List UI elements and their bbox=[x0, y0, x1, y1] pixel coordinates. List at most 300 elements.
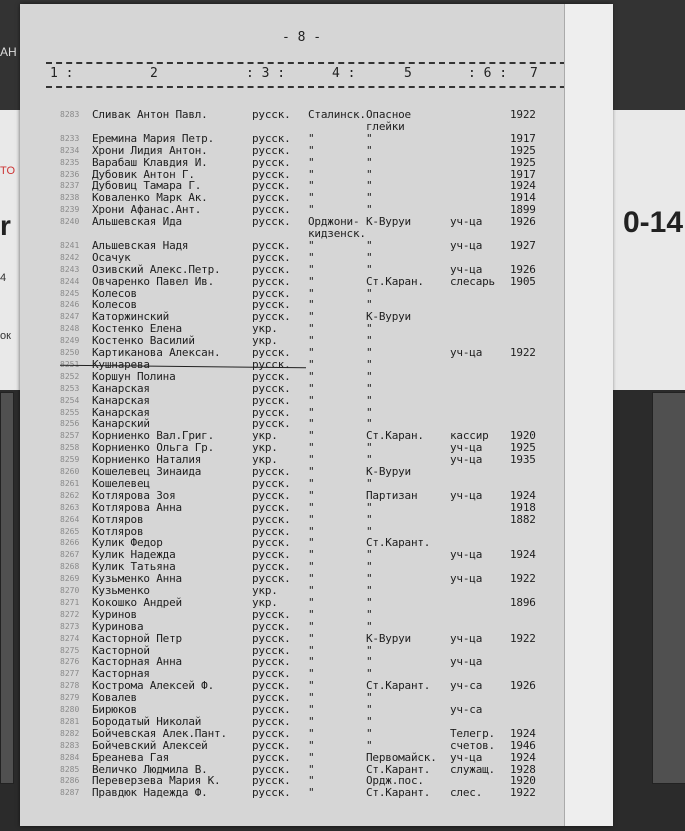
nationality: русск. bbox=[252, 143, 291, 157]
nationality: русск. bbox=[252, 631, 291, 645]
nationality: укр. bbox=[252, 322, 278, 336]
row-number: 8277 bbox=[60, 669, 80, 679]
locality: " bbox=[366, 726, 373, 740]
occupation: уч-ца bbox=[450, 548, 483, 562]
person-name: Варабаш Клавдия И. bbox=[92, 155, 208, 169]
person-name: Касторная bbox=[92, 667, 150, 681]
birth-year: 1920 bbox=[510, 429, 536, 443]
person-name: Еремина Мария Петр. bbox=[92, 131, 215, 145]
person-name: Кошелевец bbox=[92, 476, 150, 490]
person-name: Альшевская Ида bbox=[92, 215, 182, 229]
row-number: 8239 bbox=[60, 205, 80, 215]
locality: " bbox=[366, 143, 373, 157]
birth-year: 1925 bbox=[510, 143, 536, 157]
birth-year: 1896 bbox=[510, 595, 536, 609]
row-number: 8251 bbox=[60, 359, 80, 369]
nationality: русск. bbox=[252, 548, 291, 562]
nationality: русск. bbox=[252, 155, 291, 169]
row-number: 8252 bbox=[60, 371, 80, 381]
column-header-4: 4 : bbox=[332, 66, 356, 81]
district: " bbox=[308, 322, 315, 336]
birth-year: 1928 bbox=[510, 762, 536, 776]
person-name: Котляров bbox=[92, 524, 144, 538]
district: " bbox=[308, 572, 315, 586]
nationality: русск. bbox=[252, 465, 291, 478]
person-name: Сливак Антон Павл. bbox=[92, 108, 208, 121]
district: " bbox=[308, 250, 315, 264]
person-name: Касторной Петр bbox=[92, 631, 182, 645]
row-number: 8287 bbox=[60, 788, 80, 798]
row-number: 8238 bbox=[60, 193, 80, 203]
nationality: русск. bbox=[252, 500, 291, 514]
district: " bbox=[308, 750, 315, 764]
birth-year: 1922 bbox=[510, 786, 536, 800]
row-number: 8275 bbox=[60, 645, 80, 655]
birth-year: 1924 bbox=[510, 726, 536, 740]
district: " bbox=[308, 488, 315, 502]
nationality: русск. bbox=[252, 215, 291, 229]
locality: " bbox=[366, 691, 373, 705]
locality: Ст.Каран. bbox=[366, 274, 424, 288]
district: кидзенск. bbox=[308, 227, 366, 240]
row-number: 8282 bbox=[60, 728, 80, 738]
header-rule-bottom bbox=[46, 86, 576, 88]
locality: Ст.Карант. bbox=[366, 786, 431, 800]
birth-year: 1882 bbox=[510, 512, 536, 526]
nationality: русск. bbox=[252, 762, 291, 776]
person-name: Овчаренко Павел Ив. bbox=[92, 274, 215, 288]
locality: Опасное bbox=[366, 108, 411, 121]
district: " bbox=[308, 334, 315, 348]
person-name: Колесов bbox=[92, 286, 137, 300]
row-number: 8258 bbox=[60, 443, 80, 453]
district: " bbox=[308, 381, 315, 395]
row-number: 8286 bbox=[60, 776, 80, 786]
person-name: Котлярова Зоя bbox=[92, 488, 176, 502]
row-number: 8244 bbox=[60, 276, 80, 286]
nationality: русск. bbox=[252, 667, 291, 681]
person-name: Дубовик Антон Г. bbox=[92, 167, 195, 181]
birth-year: 1927 bbox=[510, 238, 536, 252]
locality: К-Вуруи bbox=[366, 215, 411, 229]
district: " bbox=[308, 786, 315, 800]
district: " bbox=[308, 429, 315, 443]
locality: " bbox=[366, 500, 373, 514]
locality: " bbox=[366, 643, 373, 657]
person-name: Кострома Алексей Ф. bbox=[92, 679, 215, 693]
row-number: 8285 bbox=[60, 764, 80, 774]
row-number: 8269 bbox=[60, 574, 80, 584]
locality: " bbox=[366, 191, 373, 205]
district: " bbox=[308, 286, 315, 300]
locality: Ст.Карант. bbox=[366, 762, 431, 776]
district: " bbox=[308, 738, 315, 752]
person-name: Куринова bbox=[92, 619, 144, 633]
row-number: 8240 bbox=[60, 217, 80, 227]
locality: " bbox=[366, 334, 373, 348]
nationality: русск. bbox=[252, 786, 291, 800]
locality: глейки bbox=[366, 119, 405, 133]
row-number: 8256 bbox=[60, 419, 80, 429]
district: " bbox=[308, 774, 315, 788]
occupation: уч-ца bbox=[450, 750, 483, 764]
birth-year: 1917 bbox=[510, 167, 536, 181]
locality: " bbox=[366, 417, 373, 431]
person-name: Правдюк Надежда Ф. bbox=[92, 786, 208, 800]
row-number: 8276 bbox=[60, 657, 80, 667]
person-name: Величко Людмила В. bbox=[92, 762, 208, 776]
row-number: 8280 bbox=[60, 705, 80, 714]
row-number: 8242 bbox=[60, 252, 80, 262]
row-number: 8261 bbox=[60, 478, 80, 488]
district: " bbox=[308, 405, 315, 419]
nationality: русск. bbox=[252, 108, 291, 121]
nationality: русск. bbox=[252, 191, 291, 205]
nationality: русск. bbox=[252, 286, 291, 300]
row-number: 8265 bbox=[60, 526, 80, 536]
person-name: Кушнарева bbox=[92, 357, 150, 371]
district: " bbox=[308, 762, 315, 776]
district: " bbox=[308, 357, 315, 371]
district: " bbox=[308, 584, 315, 597]
row-number: 8259 bbox=[60, 455, 80, 465]
column-header-5: 5 bbox=[404, 66, 412, 81]
locality: " bbox=[366, 238, 373, 252]
locality: " bbox=[366, 584, 373, 597]
column-header-1: 1 : bbox=[50, 66, 74, 81]
nationality: русск. bbox=[252, 703, 291, 716]
row-number: 8243 bbox=[60, 264, 80, 274]
occupation: уч-ца bbox=[450, 346, 483, 359]
district: " bbox=[308, 274, 315, 288]
occupation: кассир bbox=[450, 429, 489, 443]
document-page bbox=[20, 4, 612, 826]
row-number: 8246 bbox=[60, 300, 80, 310]
birth-year: 1922 bbox=[510, 572, 536, 586]
locality: " bbox=[366, 714, 373, 728]
row-number: 8283 bbox=[60, 740, 80, 750]
locality: " bbox=[366, 405, 373, 419]
person-name: Осачук bbox=[92, 250, 131, 264]
locality: " bbox=[366, 346, 373, 359]
district: Сталинск. bbox=[308, 108, 366, 121]
birth-year: 1925 bbox=[510, 441, 536, 455]
row-number: 8273 bbox=[60, 621, 80, 631]
locality: " bbox=[366, 476, 373, 490]
background-fragment: ок bbox=[0, 330, 11, 342]
birth-year: 1899 bbox=[510, 203, 536, 217]
locality: " bbox=[366, 357, 373, 371]
occupation: уч-ца bbox=[450, 215, 483, 229]
locality: " bbox=[366, 203, 373, 217]
district: " bbox=[308, 619, 315, 633]
locality: " bbox=[366, 322, 373, 336]
nationality: русск. bbox=[252, 560, 291, 574]
nationality: русск. bbox=[252, 679, 291, 693]
district: " bbox=[308, 262, 315, 276]
nationality: русск. bbox=[252, 774, 291, 788]
nationality: русск. bbox=[252, 726, 291, 740]
person-name: Корниенко Наталия bbox=[92, 453, 202, 467]
person-name: Бородатый Николай bbox=[92, 714, 202, 728]
row-number: 8254 bbox=[60, 395, 80, 405]
nationality: русск. bbox=[252, 417, 291, 431]
header-rule-top bbox=[46, 62, 576, 64]
district: " bbox=[308, 167, 315, 181]
birth-year: 1922 bbox=[510, 108, 536, 121]
locality: " bbox=[366, 667, 373, 681]
person-name: Котлярова Анна bbox=[92, 500, 182, 514]
locality: " bbox=[366, 167, 373, 181]
birth-year: 1918 bbox=[510, 500, 536, 514]
person-name: Бойчевский Алексей bbox=[92, 738, 208, 752]
birth-year: 1922 bbox=[510, 346, 536, 359]
locality: " bbox=[366, 560, 373, 574]
birth-year: 1924 bbox=[510, 548, 536, 562]
person-name: Колесов bbox=[92, 298, 137, 312]
occupation: слес. bbox=[450, 786, 483, 800]
occupation: уч-ца bbox=[450, 238, 483, 252]
birth-year: 1926 bbox=[510, 679, 536, 693]
occupation: уч-ца bbox=[450, 441, 483, 455]
locality: Ст.Карант. bbox=[366, 536, 431, 550]
district: " bbox=[308, 203, 315, 217]
district: " bbox=[308, 143, 315, 157]
person-name: Канарский bbox=[92, 417, 150, 431]
page-number: - 8 - bbox=[282, 30, 322, 45]
nationality: русск. bbox=[252, 643, 291, 657]
row-number: 8279 bbox=[60, 693, 80, 703]
birth-year: 1924 bbox=[510, 488, 536, 502]
nationality: русск. bbox=[252, 381, 291, 395]
nationality: русск. bbox=[252, 488, 291, 502]
row-number: 8233 bbox=[60, 133, 80, 143]
birth-year: 1925 bbox=[510, 155, 536, 169]
nationality: русск. bbox=[252, 512, 291, 526]
row-number: 8241 bbox=[60, 240, 80, 250]
nationality: русск. bbox=[252, 203, 291, 217]
nationality: русск. bbox=[252, 750, 291, 764]
district: " bbox=[308, 512, 315, 526]
district: " bbox=[308, 179, 315, 193]
district: " bbox=[308, 191, 315, 205]
occupation: уч-ца bbox=[450, 262, 483, 276]
district: " bbox=[308, 369, 315, 383]
person-name: Кошелевец Зинаида bbox=[92, 465, 202, 478]
district: " bbox=[308, 238, 315, 252]
row-number: 8250 bbox=[60, 348, 80, 357]
district: " bbox=[308, 560, 315, 574]
row-number: 8237 bbox=[60, 181, 80, 191]
row-number: 8270 bbox=[60, 586, 80, 595]
birth-year: 1905 bbox=[510, 274, 536, 288]
background-heading-fragment: 0-14 bbox=[622, 206, 683, 239]
nationality: русск. bbox=[252, 131, 291, 145]
occupation: уч-са bbox=[450, 679, 483, 693]
person-name: Корниенко Вал.Григ. bbox=[92, 429, 215, 443]
locality: Ст.Карант. bbox=[366, 679, 431, 693]
locality: " bbox=[366, 572, 373, 586]
locality: " bbox=[366, 548, 373, 562]
district: " bbox=[308, 524, 315, 538]
locality: " bbox=[366, 607, 373, 621]
row-number: 8284 bbox=[60, 752, 80, 762]
person-name: Кулик Федор bbox=[92, 536, 163, 550]
occupation: Телегр. bbox=[450, 726, 495, 740]
person-name: Кулик Надежда bbox=[92, 548, 176, 562]
birth-year: 1924 bbox=[510, 179, 536, 193]
locality: " bbox=[366, 262, 373, 276]
row-number: 8245 bbox=[60, 288, 80, 298]
person-name: Коваленко Марк Ак. bbox=[92, 191, 208, 205]
row-number: 8266 bbox=[60, 538, 80, 548]
district: " bbox=[308, 453, 315, 467]
nationality: русск. bbox=[252, 524, 291, 538]
nationality: русск. bbox=[252, 250, 291, 264]
person-name: Кузьменко Анна bbox=[92, 572, 182, 586]
occupation: уч-ца bbox=[450, 488, 483, 502]
nationality: русск. bbox=[252, 298, 291, 312]
nationality: укр. bbox=[252, 441, 278, 455]
background-fragment: 4 bbox=[0, 272, 7, 284]
district: " bbox=[308, 655, 315, 669]
nationality: русск. bbox=[252, 691, 291, 705]
occupation: служащ. bbox=[450, 762, 495, 776]
column-header-7: 7 bbox=[530, 66, 538, 81]
column-header-2: 2 bbox=[150, 66, 158, 81]
row-number: 8248 bbox=[60, 324, 80, 334]
person-name: Корниенко Ольга Гр. bbox=[92, 441, 215, 455]
person-name: Хрони Лидия Антон. bbox=[92, 143, 208, 157]
nationality: русск. bbox=[252, 238, 291, 252]
person-name: Хрони Афанас.Ант. bbox=[92, 203, 202, 217]
district: " bbox=[308, 441, 315, 455]
person-name: Кокошко Андрей bbox=[92, 595, 182, 609]
row-number: 8272 bbox=[60, 609, 80, 619]
district: " bbox=[308, 310, 315, 324]
row-number: 8271 bbox=[60, 597, 80, 607]
row-number: 8264 bbox=[60, 514, 80, 524]
occupation: слесарь bbox=[450, 274, 495, 288]
district: " bbox=[308, 607, 315, 621]
nationality: русск. bbox=[252, 572, 291, 586]
person-name: Костенко Василий bbox=[92, 334, 195, 348]
nationality: русск. bbox=[252, 274, 291, 288]
background-fragment: TO bbox=[0, 165, 16, 177]
nationality: русск. bbox=[252, 167, 291, 181]
row-number: 8260 bbox=[60, 467, 80, 476]
locality: " bbox=[366, 703, 373, 716]
locality: " bbox=[366, 131, 373, 145]
district: " bbox=[308, 714, 315, 728]
locality: " bbox=[366, 381, 373, 395]
person-name: Переверзева Мария К. bbox=[92, 774, 221, 788]
occupation: уч-ца bbox=[450, 453, 483, 467]
locality: Ст.Каран. bbox=[366, 429, 424, 443]
district: " bbox=[308, 393, 315, 407]
nationality: укр. bbox=[252, 584, 278, 597]
nationality: русск. bbox=[252, 346, 291, 359]
birth-year: 1946 bbox=[510, 738, 536, 752]
district: " bbox=[308, 298, 315, 312]
person-name: Озивский Алекс.Петр. bbox=[92, 262, 221, 276]
locality: " bbox=[366, 179, 373, 193]
district: " bbox=[308, 548, 315, 562]
nationality: укр. bbox=[252, 595, 278, 609]
nationality: русск. bbox=[252, 738, 291, 752]
person-name: Котляров bbox=[92, 512, 144, 526]
locality: Первомайск. bbox=[366, 750, 437, 764]
birth-year: 1926 bbox=[510, 215, 536, 229]
locality: " bbox=[366, 393, 373, 407]
district: " bbox=[308, 500, 315, 514]
district: " bbox=[308, 476, 315, 490]
row-number: 8262 bbox=[60, 490, 80, 500]
district: " bbox=[308, 726, 315, 740]
district: " bbox=[308, 703, 315, 716]
locality: К-Вуруи bbox=[366, 465, 411, 478]
locality: " bbox=[366, 155, 373, 169]
background-thumbnail[interactable] bbox=[652, 392, 685, 784]
locality: " bbox=[366, 738, 373, 752]
occupation: уч-ца bbox=[450, 631, 483, 645]
nationality: русск. bbox=[252, 536, 291, 550]
nationality: русск. bbox=[252, 179, 291, 193]
person-name: Ковалев bbox=[92, 691, 137, 705]
district: " bbox=[308, 346, 315, 359]
person-name: Коршун Полина bbox=[92, 369, 176, 383]
person-name: Канарская bbox=[92, 381, 150, 395]
district: " bbox=[308, 643, 315, 657]
district: " bbox=[308, 667, 315, 681]
locality: " bbox=[366, 655, 373, 669]
row-number: 8235 bbox=[60, 157, 80, 167]
row-number: 8255 bbox=[60, 407, 80, 417]
nationality: укр. bbox=[252, 334, 278, 348]
district: " bbox=[308, 417, 315, 431]
person-name: Костенко Елена bbox=[92, 322, 182, 336]
locality: " bbox=[366, 286, 373, 300]
birth-year: 1920 bbox=[510, 774, 536, 788]
person-name: Куринов bbox=[92, 607, 137, 621]
row-number: 8278 bbox=[60, 681, 80, 691]
district: " bbox=[308, 155, 315, 169]
row-number: 8268 bbox=[60, 562, 80, 572]
district: " bbox=[308, 679, 315, 693]
row-number: 8274 bbox=[60, 633, 80, 643]
locality: " bbox=[366, 619, 373, 633]
background-thumbnail[interactable] bbox=[0, 392, 14, 784]
person-name: Каторжинский bbox=[92, 310, 170, 324]
district: " bbox=[308, 631, 315, 645]
person-name: Картиканова Алексан. bbox=[92, 346, 221, 359]
district: " bbox=[308, 465, 315, 478]
person-name: Касторная Анна bbox=[92, 655, 182, 669]
background-fragment: r bbox=[0, 210, 11, 241]
nationality: русск. bbox=[252, 476, 291, 490]
row-number: 8249 bbox=[60, 336, 80, 346]
person-name: Кузьменко bbox=[92, 584, 150, 597]
district: Орджони- bbox=[308, 215, 360, 229]
nationality: русск. bbox=[252, 619, 291, 633]
column-header-6: : 6 : bbox=[468, 66, 508, 81]
row-number: 8283 bbox=[60, 110, 80, 119]
locality: " bbox=[366, 250, 373, 264]
nationality: укр. bbox=[252, 453, 278, 467]
locality: Ордж.пос. bbox=[366, 774, 424, 788]
person-name: Бойчевская Алек.Пант. bbox=[92, 726, 227, 740]
locality: К-Вуруи bbox=[366, 631, 411, 645]
